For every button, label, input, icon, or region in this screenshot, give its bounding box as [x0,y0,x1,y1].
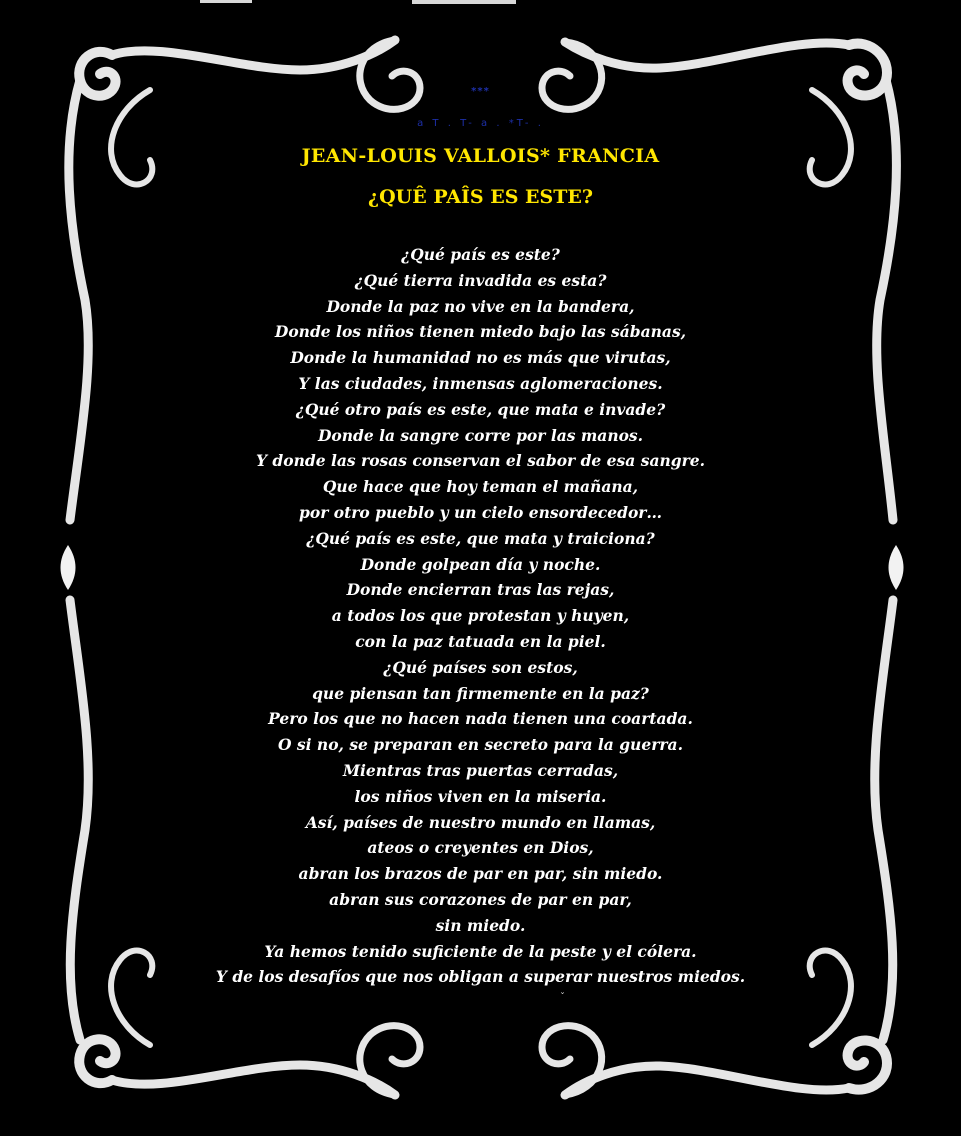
frame-top-inner-swirl-right [542,42,602,109]
poem-line: Y de los desafíos que nos obligan a superar nuestros miedos. [215,967,746,987]
poem-line: Y donde las rosas conservan el sabor de esa sangre. [255,451,706,471]
poem-line: Donde la sangre corre por las manos. [317,425,644,445]
poem-line: ¿Qué país es este? [401,245,560,264]
poem-line: Pero los que no hacen nada tienen una coartada. [268,709,693,729]
poem-line: ¿Qué país es este, que mata y traiciona? [306,528,655,548]
poem-line: por otro pueblo y un cielo ensordecedor… [299,502,662,522]
poem-body [0,242,961,990]
poem-line: O si no, se preparan en secreto para la guerra. [278,735,683,755]
frame-bottom-inner-swirl-right [542,1026,602,1095]
poem-line: Donde encierran tras las rejas, [346,580,615,600]
frame-bottom-inner-swirl-left [360,1026,420,1095]
top-mark-center [412,0,516,4]
frame-bottom-left-scroll [112,1065,395,1095]
poem-line: ¿Qué tierra invadida es esta? [354,270,607,290]
poem-line: abran los brazos de par en par, sin miedo. [298,864,663,884]
poem-line: a todos los que protestan y huyen, [331,606,630,626]
frame-bottom-left-curl [79,1039,115,1083]
poem-line: Ya hemos tenido suficiente de la peste y el cólera. [264,941,697,961]
author-heading: JEAN-LOUIS VALLOIS* FRANCIA [301,145,660,167]
poem-line: sin miedo. [435,915,526,935]
poem-line: Donde golpean día y noche. [360,554,601,574]
frame-right-inner-upper [810,90,851,184]
poem-line: Donde la humanidad no es más que virutas, [290,348,671,368]
poem-line: Que hace que hoy teman el mañana, [322,477,639,497]
poem-line: ¿Qué países son estos, [383,657,578,677]
frame-top-left-scroll [112,40,395,70]
frame-left-inner-upper [111,90,152,184]
poem-line: que piensan tan firmemente en la paz? [312,683,649,703]
footer-mark: ˇ [560,992,565,1003]
header-ornament: a T . T- a . *T- . [417,118,544,129]
poem-title: ¿QUÊ PAÎS ES ESTE? [368,186,593,208]
poem-line: Mientras tras puertas cerradas, [342,760,619,780]
top-mark-left [200,0,252,3]
poem-line: ateos o creyentes en Dios, [367,838,594,858]
poem-line: Así, países de nuestro mundo en llamas, [305,812,656,832]
poem-line: Donde la paz no vive en la bandera, [326,296,635,316]
poem-line: abran sus corazones de par en par, [329,889,632,909]
poem-line: Y las ciudades, inmensas aglomeraciones. [298,373,663,393]
header-dots: *** [471,86,490,97]
poem-line: Donde los niños tienen miedo bajo las sábanas, [274,322,687,342]
poem-line: ¿Qué otro país es este, que mata e invade? [295,399,666,419]
frame-top-right-scroll [565,42,849,68]
frame-top-inner-swirl-left [360,40,420,109]
frame-bottom-right-scroll [565,1066,849,1095]
poem-line: los niños viven en la miseria. [354,786,607,806]
frame-bottom-right-curl [848,1040,887,1089]
poem-line: con la paz tatuada en la piel. [355,631,606,651]
